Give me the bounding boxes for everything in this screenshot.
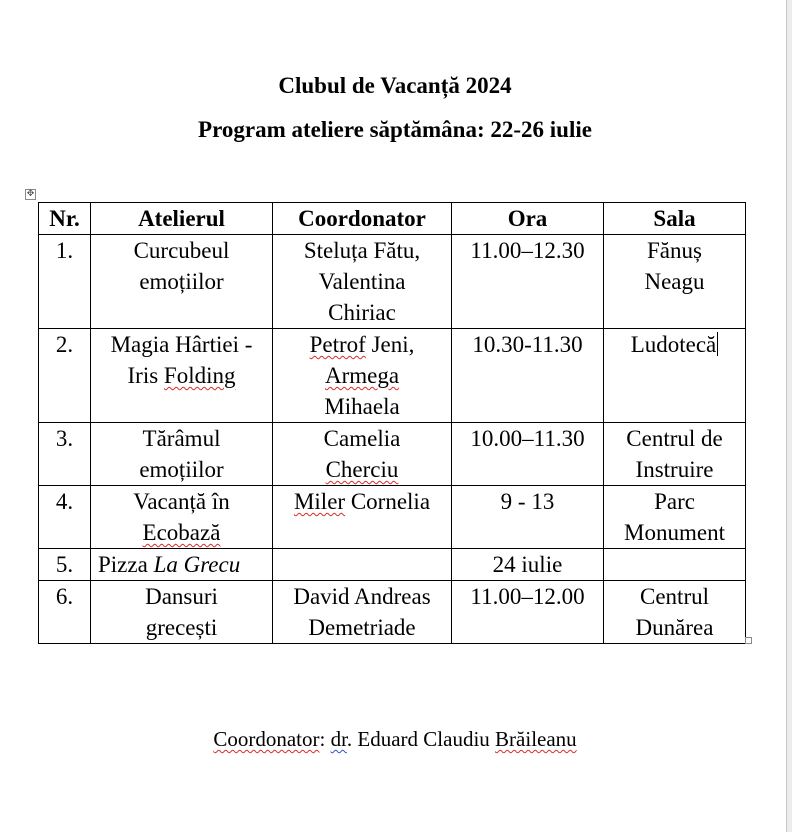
table-row [39, 549, 746, 581]
cell-text: Instruire [635, 457, 714, 482]
spellcheck-word: Petrof [309, 332, 366, 357]
cell-ora[interactable]: 11.00–12.00 [452, 581, 604, 644]
cell-atelier[interactable] [91, 235, 273, 329]
table-row [39, 235, 746, 329]
cell-coordonator[interactable] [273, 549, 452, 581]
cell-text: Curcubeul [133, 238, 230, 263]
table-move-handle-icon[interactable]: ✥ [26, 189, 35, 199]
cell-text: Neagu [644, 269, 705, 294]
table-header-row [39, 203, 746, 235]
cell-atelier[interactable] [91, 423, 273, 486]
cell-ora[interactable]: 10.00–11.30 [452, 423, 604, 486]
cell-sala[interactable] [604, 329, 746, 423]
cell-text: Ludotecă [630, 332, 717, 357]
cell-text: Centrul de [626, 426, 723, 451]
header-ora: Ora [452, 203, 604, 235]
cell-ora[interactable]: 11.00–12.30 [452, 235, 604, 329]
cell-text: Iris [127, 363, 164, 388]
cell-nr[interactable]: 1. [39, 235, 91, 329]
grammar-check-word: dr [330, 727, 347, 751]
cell-text: Fănuș [647, 238, 702, 263]
cell-text: Valentina [318, 269, 406, 294]
spellcheck-word: Cherciu [325, 457, 399, 482]
spellcheck-word: Miler [293, 489, 346, 514]
spellcheck-word: Brăileanu [495, 727, 577, 751]
document-subtitle: Program ateliere săptămâna: 22-26 iulie [198, 117, 592, 142]
cell-sala[interactable] [604, 549, 746, 581]
table-resize-handle-icon[interactable] [745, 637, 752, 644]
cell-text: David Andreas [293, 584, 431, 609]
cell-text: emoțiilor [139, 457, 224, 482]
header-sala: Sala [604, 203, 746, 235]
cell-text: Parc [654, 489, 695, 514]
cell-coordonator[interactable] [273, 235, 452, 329]
cell-text: Magia Hârtiei - [110, 332, 253, 357]
header-atelierul: Atelierul [91, 203, 273, 235]
cell-text: Monument [624, 520, 725, 545]
cell-text: Dansuri [145, 584, 218, 609]
cell-text: Jeni, [365, 332, 415, 357]
cell-text: Camelia [323, 426, 401, 451]
cell-coordonator[interactable] [273, 329, 452, 423]
header-coordonator: Coordonator [273, 203, 452, 235]
cell-nr[interactable]: 3. [39, 423, 91, 486]
cell-text: Pizza [98, 552, 154, 577]
cell-atelier[interactable] [91, 581, 273, 644]
spellcheck-word: Ecobază [142, 520, 221, 545]
cell-ora[interactable]: 10.30-11.30 [452, 329, 604, 423]
cell-text: Vacanță în [133, 489, 230, 514]
cell-text: Demetriade [308, 615, 416, 640]
footer-text: . Eduard Claudiu [346, 727, 496, 751]
cell-nr[interactable]: 5. [39, 549, 91, 581]
table-row [39, 486, 746, 549]
cell-coordonator[interactable] [273, 423, 452, 486]
spellcheck-word: Armega [324, 363, 400, 388]
cell-coordonator[interactable] [273, 581, 452, 644]
cell-atelier[interactable] [91, 329, 273, 423]
cell-atelier[interactable] [91, 549, 273, 581]
spellcheck-word: Coordonator [213, 727, 320, 751]
table-row [39, 423, 746, 486]
cell-text: Cornelia [345, 489, 431, 514]
cell-text: Centrul [640, 584, 709, 609]
cell-text: Chiriac [328, 300, 396, 325]
cell-atelier[interactable] [91, 486, 273, 549]
header-nr: Nr. [39, 203, 91, 235]
cell-text: Mihaela [324, 394, 400, 419]
cell-ora[interactable]: 9 - 13 [452, 486, 604, 549]
cell-text: Tărâmul [142, 426, 221, 451]
cell-coordonator[interactable] [273, 486, 452, 549]
table-row [39, 581, 746, 644]
cell-text: Steluța Fătu, [303, 238, 421, 263]
cell-sala[interactable] [604, 423, 746, 486]
cell-text: Dunărea [635, 615, 714, 640]
cell-nr[interactable]: 4. [39, 486, 91, 549]
cell-text: emoțiilor [139, 269, 224, 294]
text-cursor [717, 332, 718, 356]
footer-text: : [319, 727, 331, 751]
cell-nr[interactable]: 2. [39, 329, 91, 423]
cell-text: grecești [145, 615, 218, 640]
cell-sala[interactable] [604, 581, 746, 644]
cell-nr[interactable]: 6. [39, 581, 91, 644]
cell-sala[interactable] [604, 235, 746, 329]
coordinator-signature-line [0, 726, 790, 752]
cell-sala[interactable] [604, 486, 746, 549]
cell-ora[interactable]: 24 iulie [452, 549, 604, 581]
cell-text-italic: La Grecu [153, 552, 241, 577]
document-title: Clubul de Vacanță 2024 [278, 73, 512, 98]
program-table [38, 202, 746, 644]
spellcheck-word: Folding [163, 363, 236, 388]
table-row [39, 329, 746, 423]
